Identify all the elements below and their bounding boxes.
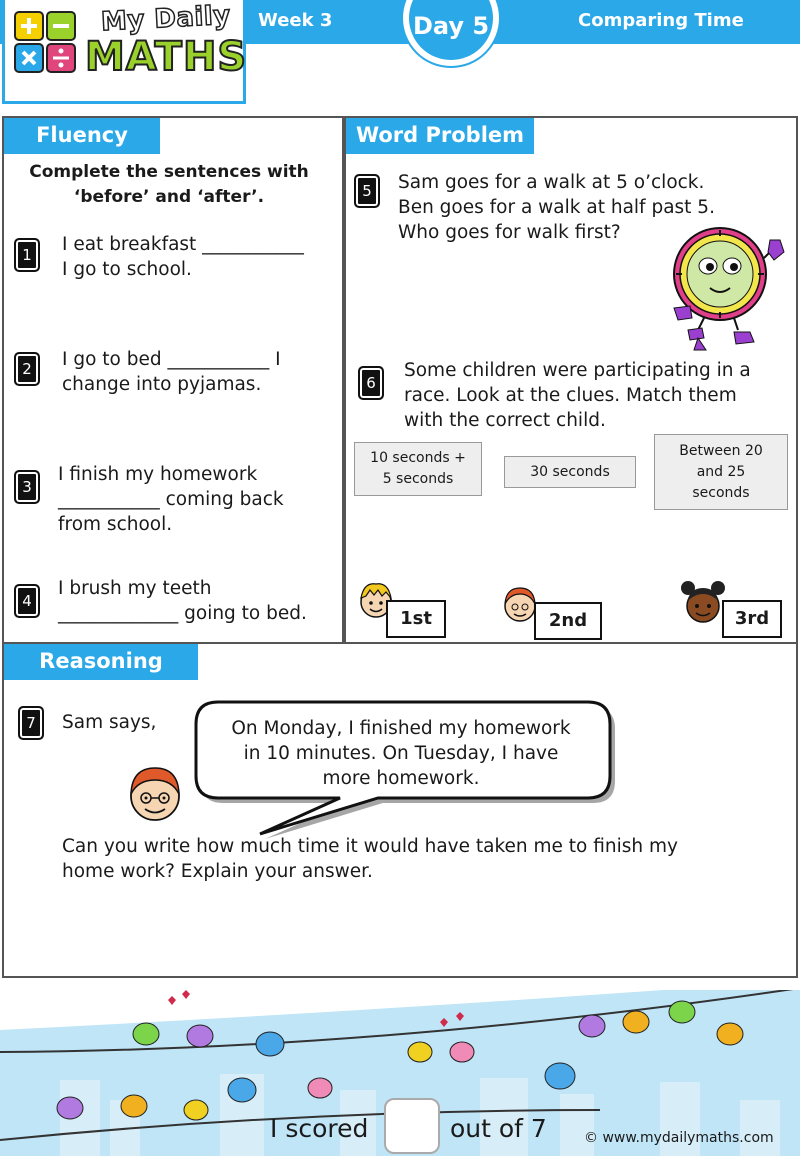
- score-label: I scored: [270, 1114, 369, 1143]
- question-4-text: I brush my teeth _____________ going to bed.: [58, 578, 307, 624]
- question-number-1: 1: [14, 238, 40, 272]
- logo: [2, 0, 246, 104]
- week-label: Week 3: [258, 10, 333, 31]
- score-out-of: out of 7: [450, 1114, 547, 1143]
- question-number-5: 5: [354, 174, 380, 208]
- fluency-title: Fluency: [4, 118, 160, 154]
- website-credit[interactable]: © www.mydailymaths.com: [584, 1130, 774, 1146]
- speech-bubble-text: On Monday, I finished my homework in 10 minutes. On Tuesday, I have more homework.: [231, 718, 571, 789]
- score-input-box[interactable]: [384, 1098, 440, 1154]
- day-label: Day 5: [412, 12, 490, 40]
- fluency-instruction: Complete the sentences with ‘before’ and ‘after’.: [29, 162, 309, 207]
- place-label-1st[interactable]: 1st: [386, 600, 446, 638]
- question-6-text: Some children were participating in a race. Look at the clues. Match them with the correct child.: [404, 360, 751, 431]
- logo-text-top: My Daily: [100, 0, 232, 38]
- question-number-4: 4: [14, 584, 40, 618]
- clue-card[interactable]: 10 seconds + 5 seconds: [354, 442, 482, 496]
- place-label-2nd[interactable]: 2nd: [534, 602, 602, 640]
- question-number-6: 6: [358, 366, 384, 400]
- clock-character-illustration: [664, 218, 794, 354]
- reasoning-title: Reasoning: [4, 644, 198, 680]
- reasoning-question: Can you write how much time it would have taken me to finish my home work? Explain your answer.: [62, 836, 678, 882]
- question-2-text: I go to bed ___________ I change into pyjamas.: [62, 349, 281, 395]
- question-3-text: I finish my homework ___________ coming back from school.: [58, 464, 284, 535]
- child-girl-pigtails-avatar: [678, 578, 728, 626]
- question-5-text: Sam goes for a walk at 5 o’clock. Ben goes for a walk at half past 5. Who goes for walk first?: [398, 172, 715, 243]
- word-problem-title: Word Problem: [346, 118, 534, 154]
- topic-title: Comparing Time: [578, 10, 744, 31]
- question-number-7: 7: [18, 706, 44, 740]
- question-1-text: I eat breakfast ___________ I go to school.: [62, 234, 304, 280]
- math-operators-icon: [13, 10, 77, 74]
- sam-says-label: Sam says,: [62, 712, 157, 733]
- clue-card[interactable]: Between 20 and 25 seconds: [654, 434, 788, 510]
- place-label-3rd[interactable]: 3rd: [722, 600, 782, 638]
- sam-avatar: [124, 760, 186, 826]
- question-number-2: 2: [14, 352, 40, 386]
- clue-card[interactable]: 30 seconds: [504, 456, 636, 488]
- question-number-3: 3: [14, 470, 40, 504]
- logo-text-bottom: MATHS: [85, 34, 248, 80]
